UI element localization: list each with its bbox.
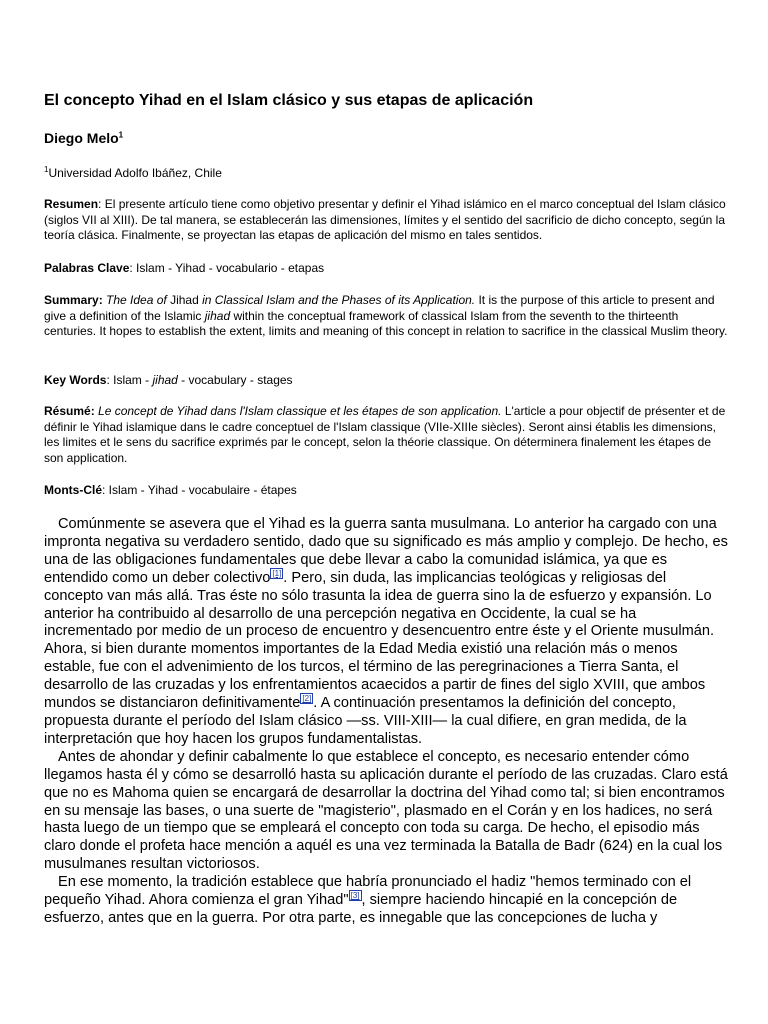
affiliation: $^1$Universidad Adolfo Ibáñez, Chile	[44, 165, 222, 180]
author-affiliation-marker: 1	[118, 130, 124, 140]
key-words-label: Key Words	[44, 373, 107, 387]
affiliation-marker: 1	[44, 165, 49, 174]
footnote-link-1[interactable]: [1]	[272, 568, 282, 578]
resumen-label: Resumen	[44, 197, 99, 211]
palabras-clave-label: Palabras Clave	[44, 261, 130, 275]
key-words: Key Words: Islam - jihad - vocabulary - stages	[44, 373, 293, 387]
palabras-clave: Palabras Clave: Islam - Yihad - vocabulario - etapas	[44, 261, 325, 275]
summary-label: Summary:	[44, 293, 103, 307]
footnote-link-2[interactable]: [2]	[302, 694, 312, 704]
summary-abstract: Summary: The Idea of Jihad in Classical Islam and the Phases of its Application. It is the purpose of this article to present and give a definition of the Islamic jihad within the conceptual framework of classical Islam from the seventh to the thirteenth centuries. It hopes to establish the extent, limits and meaning of this concept in relation to sacrifice in the classical Muslim theory.	[44, 293, 728, 338]
resume-label: Résumé:	[44, 404, 95, 418]
footnote-link-3[interactable]: [3]	[350, 891, 360, 901]
article-body	[44, 516, 728, 928]
body-paragraph: Comúnmente se asevera que el Yihad es la guerra santa musulmana. Lo anterior ha cargado con una impronta negativa su verdadero sentido, dado que su significado es más amplio y complejo. De hecho, es una de las obligaciones fundamentales que debe llevar a cabo la comunidad islámica, ya que es entendido como un deber colectivo [1] . Pero, sin duda, las implicancias teológicas y religiosas del concepto van más allá. Tras éste no sólo trasunta la idea de guerra sino la de esfuerzo y expansión. Lo anterior ha contribuido al desarrollo de una percepción negativa en Occidente, la cual se ha incrementado por medio de un proceso de encuentro y desencuentro entre éste y el Oriente musulmán. Ahora, si bien durante momentos importantes de la Edad Media existió una relación más o menos estable, fue con el advenimiento de los turcos, el término de las peregrinaciones a Tierra Santa, el desarrollo de las cruzadas y los enfrentamientos acaecidos a partir de fines del siglo XVIII, que ambos mundos se distanciaron definitivamente [2] . A continuación presentamos la definición del concepto, propuesta durante el período del Islam clásico —ss. VIII-XIII— la cual difiere, en gran medida, de la interpretación que hoy hacen los grupos fundamentalistas.	[44, 516, 728, 747]
resumen-abstract: Resumen: El presente artículo tiene como objetivo presentar y definir el Yihad islámico en el marco conceptual del Islam clásico (siglos VII al XIII). De tal manera, se establecerán las dimensiones, límites y el sentido del sacrificio de dicho concepto, según la teoría clásica. Finalmente, se proyectan las etapas de aplicación del mismo en tales sentidos.	[44, 197, 726, 242]
monts-cle: Monts-Clé: Islam - Yihad - vocabulaire - étapes	[44, 483, 297, 497]
body-paragraph: En ese momento, la tradición establece que habría pronunciado el hadiz "hemos terminado con el pequeño Yihad. Ahora comienza el gran Yihad" [3] , siempre haciendo hincapié en la concepción de esfuerzo, antes que en la guerra. Por otra parte, es innegable que las concepciones de lucha y	[44, 874, 692, 926]
article-title: El concepto Yihad en el Islam clásico y sus etapas de aplicación	[44, 92, 534, 109]
monts-cle-label: Monts-Clé	[44, 483, 102, 497]
resume-abstract: Résumé: Le concept de Yihad dans l'Islam classique et les étapes de son application. L'article a pour objectif de présenter et de définir le Yihad islamique dans le cadre conceptuel de l'Islam classique (VIIe-XIIIe siècles). Seront ainsi établis les dimensions, les limites et le sens du sacrifice exprimés par le concept, selon la théorie classique. On déterminera finalement les étapes de son application.	[44, 404, 726, 465]
author-name: Diego Melo$^1$	[44, 130, 124, 146]
body-paragraph: Antes de ahondar y definir cabalmente lo que establece el concepto, es necesario entender cómo llegamos hasta él y cómo se desarrolló hasta su aplicación durante el período de las cruzadas. Claro está que no es Mahoma quien se encargará de desarrollar la doctrina del Yihad como tal; si bien encontramos en su mensaje las bases, o una suerte de "magisterio", plasmado en el Corán y en los hadices, no será hasta luego de un tiempo que se empleará el concepto con toda su carga. De hecho, el episodio más claro donde el profeta hace mención a aquél es una vez terminada la Batalla de Badr (624) en la cual los musulmanes resultan victoriosos.	[44, 748, 728, 873]
